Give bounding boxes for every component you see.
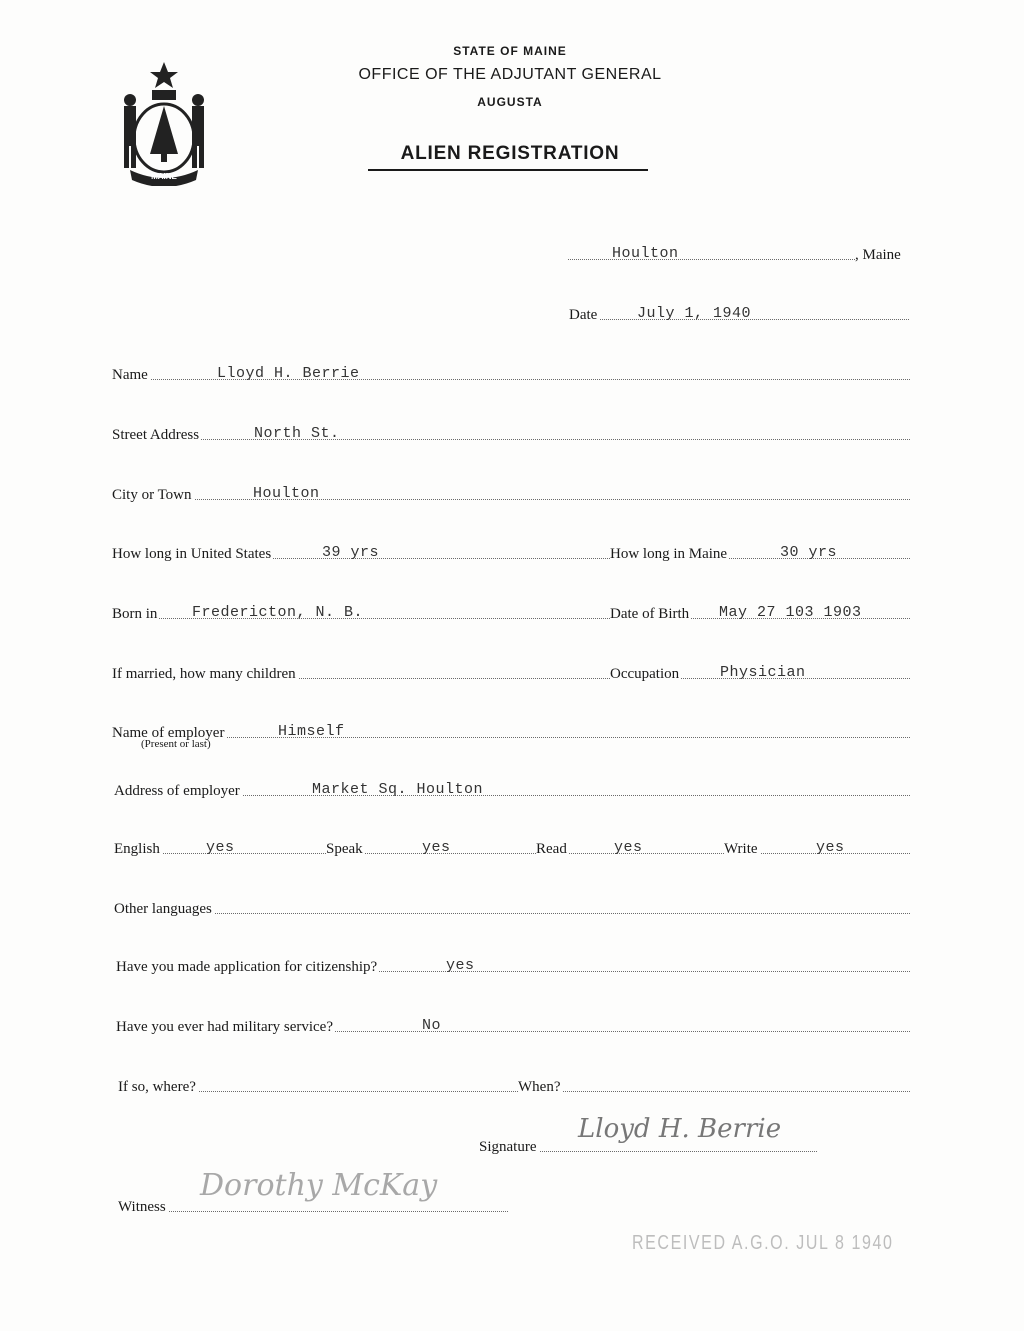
us-duration-label: How long in United States (112, 546, 272, 562)
place-row (568, 238, 913, 264)
place-value[interactable]: Houlton (612, 245, 679, 262)
date-value[interactable]: July 1, 1940 (637, 305, 752, 322)
city-heading: AUGUSTA (477, 95, 543, 109)
employer-address-row (114, 774, 912, 800)
signature-label: Signature (479, 1139, 537, 1155)
military-row (116, 1010, 912, 1036)
maine-duration-value[interactable]: 30 yrs (780, 544, 838, 561)
citizenship-label: Have you made application for citizenship? (116, 959, 378, 975)
read-label: Read (536, 841, 567, 857)
employer-address-value[interactable]: Market Sq. Houlton (312, 781, 484, 798)
witness-handwriting: Dorothy McKay (200, 1168, 438, 1203)
speak-label: Speak (326, 841, 363, 857)
name-label: Name (112, 367, 148, 383)
write-value[interactable]: yes (816, 839, 845, 856)
when-label: When? (518, 1079, 561, 1095)
office-heading: OFFICE OF THE ADJUTANT GENERAL (358, 66, 662, 83)
employer-row (112, 716, 912, 742)
other-languages-row (114, 892, 912, 918)
military-label: Have you ever had military service? (116, 1019, 333, 1035)
form-title: ALIEN REGISTRATION (400, 143, 620, 164)
date-label: Date (569, 307, 598, 323)
speak-value[interactable]: yes (422, 839, 451, 856)
name-row (112, 358, 912, 384)
place-suffix: , Maine (855, 247, 901, 263)
state-of-maine-seal-icon (110, 58, 218, 186)
employer-address-label: Address of employer (114, 783, 240, 799)
state-heading: STATE OF MAINE (453, 44, 567, 58)
english-row (114, 832, 912, 858)
city-value[interactable]: Houlton (253, 485, 320, 502)
witness-label: Witness (118, 1199, 166, 1215)
title-underline (368, 169, 648, 171)
signature-handwriting: Lloyd H. Berrie (578, 1114, 782, 1144)
dob-value[interactable]: May 27 103 1903 (719, 604, 862, 621)
read-value[interactable]: yes (614, 839, 643, 856)
citizenship-value[interactable]: yes (446, 957, 475, 974)
maine-duration-label: How long in Maine (610, 546, 728, 562)
city-row (112, 478, 912, 504)
name-value[interactable]: Lloyd H. Berrie (217, 365, 360, 382)
street-value[interactable]: North St. (254, 425, 340, 442)
duration-row (112, 537, 912, 563)
us-duration-value[interactable]: 39 yrs (322, 544, 380, 561)
english-value[interactable]: yes (206, 839, 235, 856)
citizenship-row (116, 950, 912, 976)
dob-label: Date of Birth (610, 606, 690, 622)
where-label: If so, where? (118, 1079, 196, 1095)
born-in-label: Born in (112, 606, 158, 622)
born-in-value[interactable]: Fredericton, N. B. (192, 604, 364, 621)
street-label: Street Address (112, 427, 200, 443)
employer-value[interactable]: Himself (278, 723, 345, 740)
employer-sublabel: (Present or last) (141, 738, 211, 750)
other-languages-label: Other languages (114, 901, 212, 917)
write-label: Write (724, 841, 758, 857)
english-label: English (114, 841, 160, 857)
children-label: If married, how many children (112, 666, 296, 682)
city-label: City or Town (112, 487, 192, 503)
occupation-value[interactable]: Physician (720, 664, 806, 681)
birth-row (112, 597, 912, 623)
where-when-row (118, 1070, 912, 1096)
seal-motto: MAINE (151, 172, 177, 181)
children-row (112, 657, 912, 683)
occupation-label: Occupation (610, 666, 680, 682)
received-stamp: RECEIVED A.G.O. JUL 8 1940 (632, 1232, 894, 1254)
employer-label: Name of employer (112, 725, 225, 741)
date-row (569, 298, 911, 324)
street-row (112, 418, 912, 444)
military-value[interactable]: No (422, 1017, 442, 1034)
